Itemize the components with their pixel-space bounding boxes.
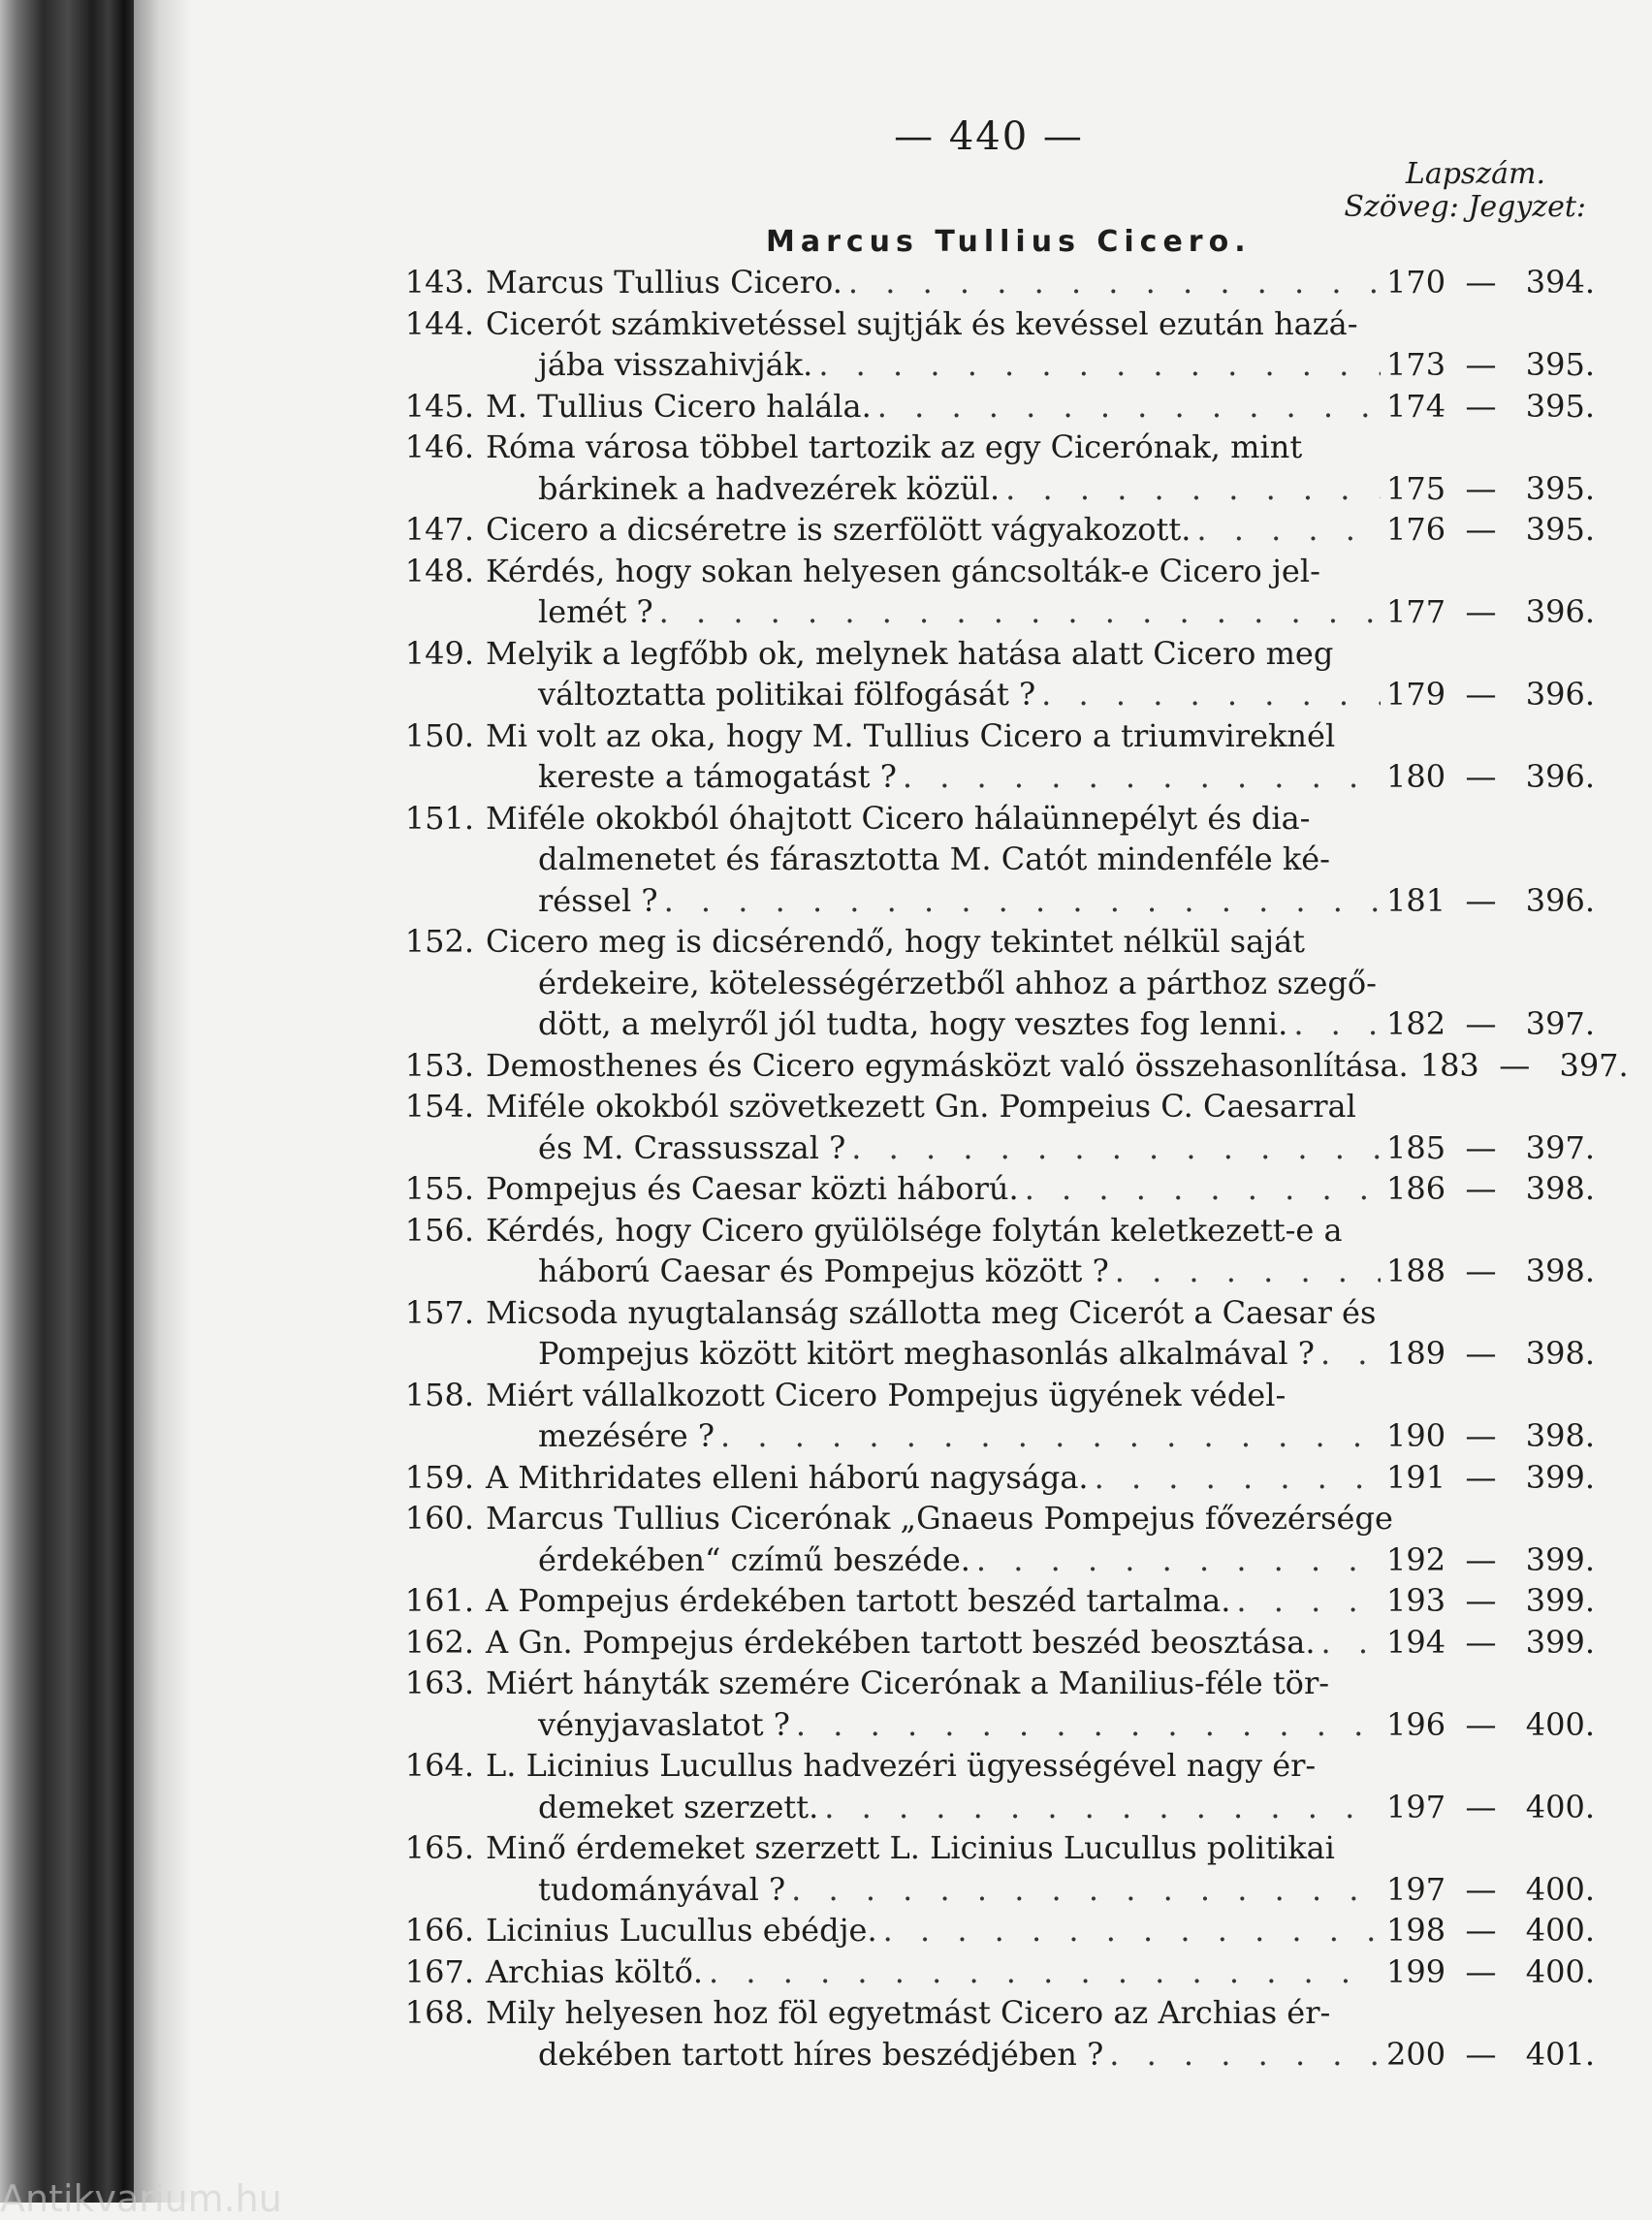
notes-page-number: 395. [1525,387,1595,425]
notes-page-number: 400. [1525,1912,1595,1949]
toc-entry-line: háború Caesar és Pompejus között ? . . . 188 — 398. [393,1251,1595,1292]
page-gutter-shadow [134,0,192,2203]
toc-entry-line [393,303,1595,345]
toc-entry [393,1580,1595,1622]
entry-number: 146. [404,428,474,465]
text-page-number: 182 [1386,1005,1446,1042]
notes-page-number: 397. [1525,1005,1595,1042]
toc-entry [393,633,1595,715]
text-page-number: 194 [1386,1623,1446,1661]
toc-entry-line: kereste a támogatást ? . . . 180 — 396. [393,756,1595,798]
entry-title: és M. Crassusszal ? [538,1128,846,1166]
toc-entry [393,386,1595,428]
text-page-number: 174 [1386,387,1446,425]
notes-page-number: 400. [1525,1952,1595,1990]
toc-entry [393,262,1595,303]
toc-entry-line [393,427,1595,468]
text-page-number: 191 [1386,1458,1446,1496]
toc-entry [393,1951,1595,1993]
dot-leader [851,1127,1381,1169]
toc-entry-line: jába visszahivják. . . . 173 — 395. [393,344,1595,386]
text-page-number: 170 [1386,264,1446,301]
entry-title: változtatta politikai fölfogását ? [538,676,1036,713]
entry-title: Micsoda nyugtalanság szállotta meg Cicerót a Caesar és [486,1293,1377,1331]
toc-entry [393,715,1595,798]
notes-page-number: 401. [1525,2035,1595,2073]
dot-leader [824,1787,1381,1828]
toc-entry-line: dött, a melyről jól tudta, hogy vesztes fog lenni. . . . 182 — 397. [393,1003,1595,1045]
entry-title: Miért hányták szemére Cicerónak a Manilius-féle tör- [486,1665,1330,1701]
dot-leader [1115,1251,1381,1292]
entry-title: dekében tartott híres beszédjében ? [538,2035,1104,2073]
toc-entry-line: dekében tartott híres beszédjében ? . . . 200 — 401. [393,2034,1595,2076]
text-page-number: 176 [1386,511,1446,548]
toc-entry-line: demeket szerzett. . . . 197 — 400. [393,1787,1595,1828]
dot-leader [1236,1580,1381,1622]
notes-page-number: 399. [1525,1582,1595,1619]
entry-title: Mily helyesen hoz föl egyetmást Cicero az Archias ér- [486,1994,1331,2031]
toc-entry-line [393,921,1595,963]
entry-number: 164. [404,1747,474,1784]
entry-number: 145. [404,387,474,425]
entry-title: Pompejus és Caesar közti háború. [486,1170,1019,1207]
notes-page-number: 400. [1525,1705,1595,1743]
entry-number: 156. [404,1211,474,1249]
dot-leader [709,1951,1381,1993]
toc-entry-line: 155. Pompejus és Caesar közti háború. . . . 186 — 398. [393,1168,1595,1210]
toc-entry [393,798,1595,922]
entry-title: Marcus Tullius Cicero. [486,264,842,301]
toc-entry-line [393,633,1595,675]
toc-entry [393,1375,1595,1457]
dot-leader [659,591,1381,633]
entry-title: Melyik a legfőbb ok, melynek hatása alatt Cicero meg [486,634,1334,672]
dot-leader [877,386,1381,428]
notes-page-number: 398. [1525,1335,1595,1372]
entry-title: lemét ? [538,593,653,630]
text-page-number: 183 [1419,1046,1479,1084]
toc-entry [393,1168,1595,1210]
toc-entry-line: réssel ? . . . 181 — 396. [393,880,1595,922]
toc-entry [393,1745,1595,1827]
toc-entry-line [393,551,1595,592]
toc-entry-line: Pompejus között kitört meghasonlás alkalmával ? . . . 189 — 398. [393,1333,1595,1375]
toc-entry [393,1992,1595,2075]
text-page-number: 173 [1386,346,1446,383]
toc-entry-line: 159. A Mithridates elleni háború nagysága. . . . 191 — 399. [393,1457,1595,1499]
entry-title: A Gn. Pompejus érdekében tartott beszéd beosztása. [486,1623,1316,1661]
toc-entry-line: tudományával ? . . . 197 — 400. [393,1869,1595,1911]
entry-number: 143. [404,264,474,301]
toc-entry [393,1045,1629,1087]
toc-entry [393,1910,1595,1951]
entry-number: 165. [404,1829,474,1866]
entry-number: 157. [404,1293,474,1331]
entry-number: 162. [404,1623,474,1661]
toc-entry-line [393,1663,1595,1704]
dot-leader [1025,1168,1381,1210]
dot-leader [1293,1003,1381,1045]
section-title: Marcus Tullius Cicero. [766,225,1252,259]
toc-entry-line: 166. Licinius Lucullus ebédje. . . . 198 — 400. [393,1910,1595,1951]
toc-entry-line: lemét ? . . . 177 — 396. [393,591,1595,633]
toc-entry-line [393,1210,1595,1252]
text-page-number: 179 [1386,676,1446,713]
toc-entry [393,427,1595,509]
toc-entry-line [393,1292,1595,1334]
entry-number: 155. [404,1170,474,1207]
entry-title: Minő érdemeket szerzett L. Licinius Lucullus politikai [486,1829,1335,1866]
notes-page-number: 397. [1559,1046,1629,1084]
notes-page-number: 394. [1525,264,1595,301]
toc-entry-line [393,1745,1595,1787]
text-page-number: 197 [1386,1788,1446,1825]
entry-number: 152. [404,923,474,960]
entry-number: 158. [404,1376,474,1413]
toc-entry [393,1663,1595,1745]
toc-entry-line: bárkinek a hadvezérek közül. . . . 175 — 395. [393,468,1595,510]
dot-leader [1320,1333,1381,1375]
toc-entry [393,1827,1595,1910]
entry-title: tudományával ? [538,1870,786,1908]
text-page-number: 193 [1386,1582,1446,1619]
toc-entry [393,921,1595,1045]
toc-entry [393,1086,1595,1168]
notes-page-number: 396. [1525,881,1595,919]
entry-number: 161. [404,1582,474,1619]
toc-entry-line: 153. Demosthenes és Cicero egymásközt való összehasonlítása. 183 — 397. [393,1045,1595,1087]
entry-title: Demosthenes és Cicero egymásközt való összehasonlítása. [486,1046,1409,1084]
toc-entry-line: 143. Marcus Tullius Cicero. . . . 170 — 394. [393,262,1595,303]
entry-title: érdekében“ czímű beszéde. [538,1540,970,1578]
entry-title: háború Caesar és Pompejus között ? [538,1253,1109,1289]
toc-entry [393,1292,1595,1375]
toc-entry-line: 167. Archias költő. . . . 199 — 400. [393,1951,1595,1993]
dot-leader [818,344,1381,386]
notes-page-number: 398. [1525,1170,1595,1207]
text-page-number: 181 [1386,881,1446,919]
watermark: Antikvarium.hu [0,2177,282,2220]
entry-number: 167. [404,1952,474,1990]
entry-title: Pompejus között kitört meghasonlás alkalmával ? [538,1335,1315,1372]
entry-title: Cicero meg is dicsérendő, hogy tekintet nélkül saját [486,923,1306,960]
dot-leader [796,1704,1381,1746]
toc-entry-line: 162. A Gn. Pompejus érdekében tartott beszéd beosztása. . . . 194 — 399. [393,1622,1595,1664]
entry-number: 166. [404,1912,474,1949]
toc-entry-line [393,963,1595,1004]
entry-number: 151. [404,799,474,837]
toc-entry-line [393,1827,1595,1869]
book-spine [0,0,134,2203]
notes-page-number: 397. [1525,1128,1595,1166]
entry-title: A Mithridates elleni háború nagysága. [486,1458,1089,1496]
text-page-number: 189 [1386,1335,1446,1372]
entry-title: A Pompejus érdekében tartott beszéd tartalma. [486,1582,1231,1619]
entry-title: kereste a támogatást ? [538,758,897,795]
notes-page-number: 399. [1525,1458,1595,1496]
entry-number: 144. [404,304,474,342]
entry-number: 160. [404,1500,474,1537]
entry-title: Cicero a dicséretre is szerfölött vágyakozott. [486,511,1191,548]
entry-title: Miért vállalkozott Cicero Pompejus ügyének védel- [486,1376,1287,1413]
entry-title: Cicerót számkivetéssel sujtják és kevéssel ezután hazá- [486,304,1358,342]
entry-title: jába visszahivják. [538,346,813,383]
entry-title: Marcus Tullius Cicerónak „Gnaeus Pompejus fővezérsége [486,1500,1393,1537]
entry-title: Mi volt az oka, hogy M. Tullius Cicero a triumvireknél [486,716,1336,754]
entry-number: 163. [404,1665,474,1701]
entry-title: Archias költő. [486,1952,704,1990]
entry-number: 153. [404,1046,474,1084]
notes-page-number: 398. [1525,1253,1595,1289]
notes-page-number: 395. [1525,346,1595,383]
notes-page-number: 400. [1525,1870,1595,1908]
entry-number: 159. [404,1458,474,1496]
toc-entry [393,303,1595,386]
entry-number: 149. [404,634,474,672]
toc-entry-line [393,1498,1595,1539]
toc-entry-line [393,1375,1595,1416]
text-page-number: 192 [1386,1540,1446,1578]
entry-title: demeket szerzett. [538,1788,819,1825]
toc-entry [393,509,1595,551]
text-page-number: 198 [1386,1912,1446,1949]
page-number: — 440 — [894,114,1084,159]
text-page-number: 196 [1386,1705,1446,1743]
toc-entry-line [393,839,1595,880]
notes-page-number: 396. [1525,758,1595,795]
entry-title: Róma városa többel tartozik az egy Cicerónak, mint [486,428,1303,465]
dot-leader [1196,509,1381,551]
entry-title: bárkinek a hadvezérek közül. [538,469,1001,507]
text-page-number: 197 [1386,1870,1446,1908]
entry-title: vényjavaslatot ? [538,1705,790,1743]
toc-entry-line [393,1086,1595,1127]
entry-title: dött, a melyről jól tudta, hogy vesztes fog lenni. [538,1005,1288,1042]
notes-page-number: 396. [1525,593,1595,630]
notes-page-number: 395. [1525,511,1595,548]
entry-title: Miféle okokból óhajtott Cicero hálaünnepélyt és dia- [486,799,1311,837]
dot-leader [976,1539,1381,1581]
text-page-number: 190 [1386,1417,1446,1454]
column-header-page: Lapszám. [1405,157,1545,191]
notes-page-number: 396. [1525,676,1595,713]
dot-leader [1041,674,1381,715]
entry-title: mezésére ? [538,1417,715,1454]
toc-entry-line: 145. M. Tullius Cicero halála. . . . 174 — 395. [393,386,1595,428]
entry-title: M. Tullius Cicero halála. [486,387,872,425]
entry-number: 154. [404,1088,474,1125]
entry-number: 148. [404,552,474,589]
text-page-number: 185 [1386,1128,1446,1166]
toc-entry-line [393,798,1595,840]
entry-number: 147. [404,511,474,548]
toc-entry [393,1210,1595,1292]
dot-leader [883,1910,1381,1951]
toc-entry-line: 161. A Pompejus érdekében tartott beszéd tartalma. . . . 193 — 399. [393,1580,1595,1622]
dot-leader [791,1869,1381,1911]
toc-entry-line [393,1992,1595,2034]
text-page-number: 175 [1386,469,1446,507]
entry-number: 150. [404,716,474,754]
entry-title: Licinius Lucullus ebédje. [486,1912,877,1949]
dot-leader [1321,1622,1382,1664]
entry-title: dalmenetet és fárasztotta M. Catót mindenféle ké- [538,840,1330,877]
text-page-number: 177 [1386,593,1446,630]
toc-entry [393,551,1595,633]
toc-entry-line: érdekében“ czímű beszéde. . . . 192 — 399. [393,1539,1595,1581]
text-page-number: 186 [1386,1170,1446,1207]
text-page-number: 199 [1386,1952,1446,1990]
toc-entry-line: mezésére ? . . . 190 — 398. [393,1415,1595,1457]
dot-leader [1095,1457,1381,1499]
dot-leader [848,262,1381,303]
entry-title: Miféle okokból szövetkezett Gn. Pompeius C. Caesarral [486,1088,1356,1125]
notes-page-number: 399. [1525,1623,1595,1661]
table-of-contents [393,262,1629,2075]
toc-entry-line: vényjavaslatot ? . . . 196 — 400. [393,1704,1595,1746]
dot-leader [664,880,1381,922]
notes-page-number: 395. [1525,469,1595,507]
toc-entry-line: 147. Cicero a dicséretre is szerfölött vágyakozott. . . . 176 — 395. [393,509,1595,551]
text-page-number: 188 [1386,1253,1446,1289]
toc-entry-line: és M. Crassusszal ? . . . 185 — 397. [393,1127,1595,1169]
notes-page-number: 399. [1525,1540,1595,1578]
text-page-number: 180 [1386,758,1446,795]
entry-title: réssel ? [538,881,658,919]
dot-leader [1109,2034,1381,2076]
text-page-number: 200 [1386,2035,1446,2073]
toc-entry [393,1498,1595,1580]
entry-title: érdekeire, kötelességérzetből ahhoz a párthoz szegő- [538,964,1377,1001]
toc-entry [393,1622,1595,1664]
dot-leader [1005,468,1381,510]
notes-page-number: 400. [1525,1788,1595,1825]
toc-entry [393,1457,1595,1499]
entry-title: Kérdés, hogy sokan helyesen gáncsolták-e Cicero jel- [486,552,1320,589]
entry-title: L. Licinius Lucullus hadvezéri ügyességével nagy ér- [486,1747,1317,1784]
toc-entry-line: változtatta politikai fölfogását ? . . . 179 — 396. [393,674,1595,715]
dot-leader [903,756,1381,798]
notes-page-number: 398. [1525,1417,1595,1454]
dot-leader [720,1415,1381,1457]
entry-number: 168. [404,1994,474,2031]
toc-entry-line [393,715,1595,757]
entry-title: Kérdés, hogy Cicero gyülölsége folytán keletkezett-e a [486,1211,1343,1249]
column-header-text-notes: Szöveg: Jegyzet: [1344,190,1586,224]
